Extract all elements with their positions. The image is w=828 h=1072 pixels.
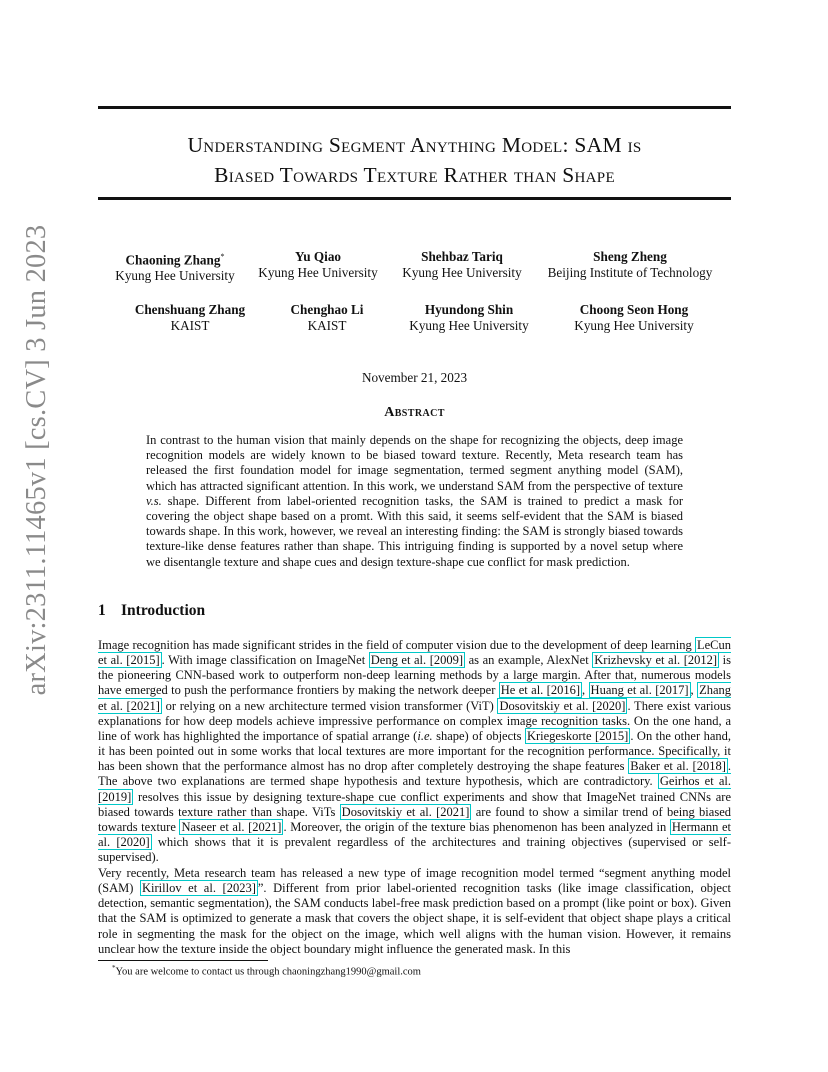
body-text: , xyxy=(690,683,698,698)
author-footnote-mark: * xyxy=(220,252,225,261)
body-text: or relying on a new architecture termed vision transformer (ViT) xyxy=(161,698,498,713)
citation-link[interactable]: Naseer et al. [2021] xyxy=(181,819,282,834)
intro-paragraph-2 xyxy=(98,866,731,957)
body-text: , xyxy=(582,683,589,698)
citation-link[interactable]: LeCun et al. [2015] xyxy=(98,638,731,668)
body-text: Image recognition has made significant strides in the field of computer vision due to the development of deep learning xyxy=(98,638,695,652)
body-text: as an example, AlexNet xyxy=(465,653,593,668)
title-top-rule xyxy=(98,106,731,109)
author-name: Sheng Zheng xyxy=(593,249,667,264)
body-text: . Moreover, the origin of the texture bias phenomenon has been analyzed in xyxy=(283,819,670,834)
author-name: Yu Qiao xyxy=(294,249,342,264)
footnote-text: You are welcome to contact us through chaoningzhang1990@gmail.com xyxy=(115,966,421,978)
author-affiliation: Beijing Institute of Technology xyxy=(547,265,713,280)
citation-link[interactable]: Zhang et al. [2021] xyxy=(98,683,732,713)
body-emphasis: i.e. xyxy=(417,728,433,743)
footnote xyxy=(112,964,421,978)
section-number: 1 xyxy=(98,602,106,619)
author-name: Chenshuang Zhang xyxy=(134,302,246,317)
title-bottom-rule xyxy=(98,197,731,200)
abstract-emphasis: v.s. xyxy=(146,493,162,508)
citation-link[interactable]: Dosovitskiy et al. [2021] xyxy=(341,804,470,819)
author-affiliation: Kyung Hee University xyxy=(402,265,522,280)
author-block xyxy=(529,302,739,334)
author-name: Chaoning Zhang xyxy=(125,252,221,268)
abstract-text-segment: In contrast to the human vision that mainly depends on the shape for recognizing the objects, deep image recognition models are widely known to be biased toward texture. Recently, Meta research team has released the first foundation model for image segmentation, termed segment anything model (SAM), which has attracted significant attention. In this work, we understand SAM from the perspective of texture xyxy=(146,433,683,493)
body-text: . On the other hand, it has been pointed out in some works that local textures are more important for the recognition performance. Specifically, it has been shown that the performance almost has no drop after completely destroying the shape features xyxy=(98,728,731,774)
abstract-heading: Abstract xyxy=(384,405,445,420)
section-title: Introduction xyxy=(121,602,206,619)
citation-link[interactable]: Geirhos et al. [2019] xyxy=(98,774,731,804)
body-text: . There exist various explanations for how deep models achieve impressive performance on complex image recognition tasks. On the one hand, a line of work has highlighted the importance of spatial arrange ( xyxy=(98,698,731,743)
body-text: resolves this issue by designing texture-shape cue conflict experiments and show that ImageNet trained CNNs are biased towards texture rather than shape. ViTs xyxy=(98,789,731,819)
citation-link[interactable]: Dosovitskiy et al. [2020] xyxy=(499,698,626,713)
author-name: Choong Seon Hong xyxy=(579,302,689,317)
citation-link[interactable]: Krizhevsky et al. [2012] xyxy=(594,653,718,668)
author-affiliation: KAIST xyxy=(307,318,347,333)
author-affiliation: Kyung Hee University xyxy=(258,265,378,280)
author-affiliation: KAIST xyxy=(170,318,210,333)
citation-link[interactable]: Deng et al. [2009] xyxy=(370,653,464,668)
citation-link[interactable]: Kirillov et al. [2023] xyxy=(142,881,256,896)
paper-title xyxy=(98,130,731,190)
body-text: ”. Different from prior label-oriented recognition tasks (like image classification, object detection, semantic segmentation), the SAM conducts label-free mask prediction based on a prompt (like point or box). Given that the SAM is optimized to generate a mask that covers the object shape, it is self-evident that object shape plays a critical role in segmenting the mask for the object on the image, which well aligns with the human vision. However, it remains unclear how the texture inside the object boundary might influence the generated mask. In this xyxy=(98,881,731,956)
citation-link[interactable]: Baker et al. [2018] xyxy=(630,759,726,774)
abstract-body xyxy=(146,433,683,570)
publication-date: November 21, 2023 xyxy=(361,370,468,385)
section-heading-introduction xyxy=(98,602,205,620)
title-line-1: Understanding Segment Anything Model: SAM is xyxy=(187,133,642,157)
citation-link[interactable]: He et al. [2016] xyxy=(500,683,581,698)
abstract-text-segment: shape. Different from label-oriented recognition tasks, the SAM is trained to predict a mask for covering the object shape based on a promt. With this said, it seems self-evident that the SAM is biased towards shape. In this work, however, we reveal an interesting finding: the SAM is strongly biased towards texture-like dense features rather than shape. This intriguing finding is supported by a novel setup where we disentangle texture and shape cues and design texture-shape cue conflict for mask prediction. xyxy=(146,493,683,569)
title-line-2: Biased Towards Texture Rather than Shape xyxy=(214,163,615,187)
author-name: Chenghao Li xyxy=(290,302,364,317)
body-text: shape) of objects xyxy=(432,728,525,743)
author-block xyxy=(525,249,735,281)
citation-link[interactable]: Kriegeskorte [2015] xyxy=(526,728,629,743)
author-affiliation: Kyung Hee University xyxy=(574,318,694,333)
body-text: . The above two explanations are termed shape hypothesis and texture hypothesis, which are contradictory. xyxy=(98,759,731,789)
citation-link[interactable]: Hermann et al. [2020] xyxy=(98,819,732,850)
author-affiliation: Kyung Hee University xyxy=(409,318,529,333)
body-text: . With image classification on ImageNet xyxy=(161,653,369,668)
footnote-mark: * xyxy=(112,964,116,972)
arxiv-identifier-stamp: arXiv:2311.11465v1 [cs.CV] 3 Jun 2023 xyxy=(21,224,52,696)
intro-paragraph-1 xyxy=(98,638,731,865)
body-text: are found to show a similar trend of being biased towards texture xyxy=(98,804,731,834)
citation-link[interactable]: Huang et al. [2017] xyxy=(590,683,689,698)
body-text: which shows that it is prevalent regardless of the architectures and training objectives (supervised or self-supervised). xyxy=(98,835,731,865)
body-text: is the pioneering CNN-based work to outperform non-deep learning methods by a large margin. After that, numerous models have emerged to push the performance frontiers by making the network deeper xyxy=(98,653,732,698)
body-text: Very recently, Meta research team has released a new type of image recognition model termed “segment anything model (SAM) xyxy=(98,866,731,896)
footnote-divider xyxy=(98,960,268,961)
author-name: Shehbaz Tariq xyxy=(421,249,503,264)
author-affiliation: Kyung Hee University xyxy=(115,268,235,284)
author-name: Hyundong Shin xyxy=(424,302,514,317)
